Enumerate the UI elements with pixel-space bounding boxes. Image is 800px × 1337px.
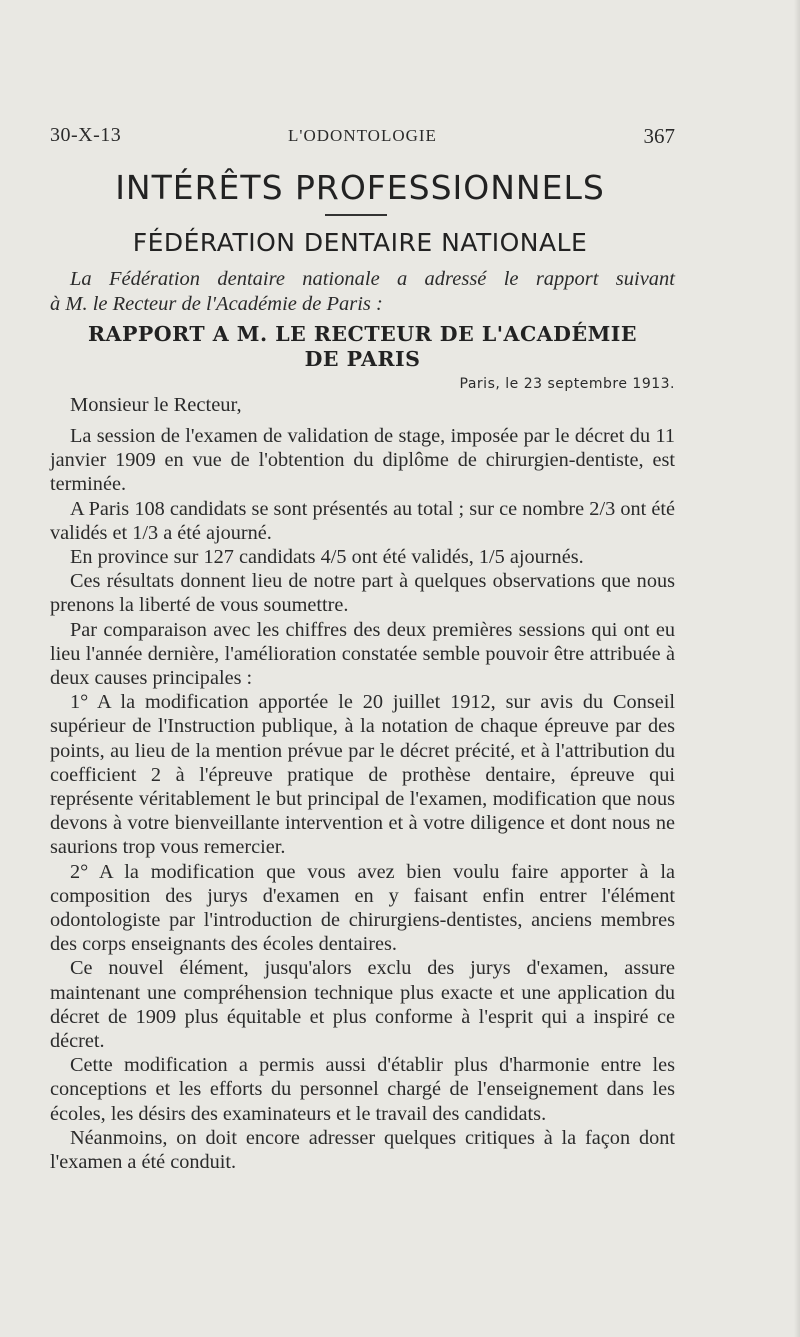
letter-body [50, 424, 675, 1174]
paragraph: Néanmoins, on doit encore adresser quelques critiques à la façon dont l'examen a été conduit. [50, 1126, 675, 1174]
paragraph: Ce nouvel élément, jusqu'alors exclu des jurys d'examen, assure maintenant une compréhension technique plus exacte et une application du décret de 1909 plus équitable et plus conforme à l'esprit qui a inspiré ce décret. [50, 957, 675, 1053]
paragraph: Ces résultats donnent lieu de notre part à quelques observations que nous prenons la liberté de vous soumettre. [50, 570, 675, 617]
salutation: Monsieur le Recteur, [70, 394, 242, 416]
paragraph: La session de l'examen de validation de stage, imposée par le décret du 11 janvier 1909 en vue de l'obtention du diplôme de chirurgien-dentiste, est terminée. [50, 425, 675, 496]
intro-line-1: La Fédération dentaire nationale a adressé le rapport suivant [70, 268, 675, 290]
page-edge [794, 0, 800, 1337]
paragraph: Par comparaison avec les chiffres des deux premières sessions qui ont eu lieu l'année dernière, l'amélioration constatée semble pouvoir être attribuée à deux causes principales : [50, 618, 675, 690]
intro-line-2: à M. le Recteur de l'Académie de Paris : [50, 293, 383, 315]
title-divider [325, 214, 387, 216]
page-number: 367 [643, 124, 675, 148]
article-title: FÉDÉRATION DENTAIRE NATIONALE [132, 228, 588, 257]
section-title: INTÉRÊTS PROFESSIONNELS [115, 168, 605, 207]
report-heading [50, 322, 675, 372]
paragraph: 1° A la modification apportée le 20 juillet 1912, sur avis du Conseil supérieur de l'Instruction publique, à la notation de chaque épreuve par des points, au lieu de la mention prévue par le décret précité, et à l'attribution du coefficient 2 à l'épreuve pratique de prothèse dentaire, épreuve qui représente véritablement le but principal de l'examen, modification que nous devons à votre bienveillante intervention et à votre diligence et dont nous ne saurions trop vous remercier. [50, 691, 675, 859]
header-date-code: 30-X-13 [50, 124, 122, 146]
paragraph: Cette modification a permis aussi d'établir plus d'harmonie entre les conceptions et les efforts du personnel chargé de l'enseignement dans les écoles, les désirs des examinateurs et le travail des candidats. [50, 1054, 675, 1125]
header-journal-name: L'ODONTOLOGIE [288, 126, 437, 145]
letter-date: Paris, le 23 septembre 1913. [459, 376, 675, 392]
paragraph: A Paris 108 candidats se sont présentés au total ; sur ce nombre 2/3 ont été validés et 1/3 a été ajourné. [50, 497, 675, 544]
report-heading-line-1: RAPPORT A M. LE RECTEUR DE L'ACADÉMIE [88, 322, 637, 346]
paragraph: En province sur 127 candidats 4/5 ont été validés, 1/5 ajournés. [70, 546, 584, 569]
paragraph: 2° A la modification que vous avez bien voulu faire apporter à la composition des jurys d'examen en y faisant enfin entrer l'élément odontologiste par l'introduction de chirurgiens-dentistes, anciens membres des corps enseignants des écoles dentaires. [50, 860, 675, 956]
intro-text [50, 267, 675, 317]
running-header [50, 124, 675, 154]
report-heading-line-2: DE PARIS [304, 347, 421, 371]
